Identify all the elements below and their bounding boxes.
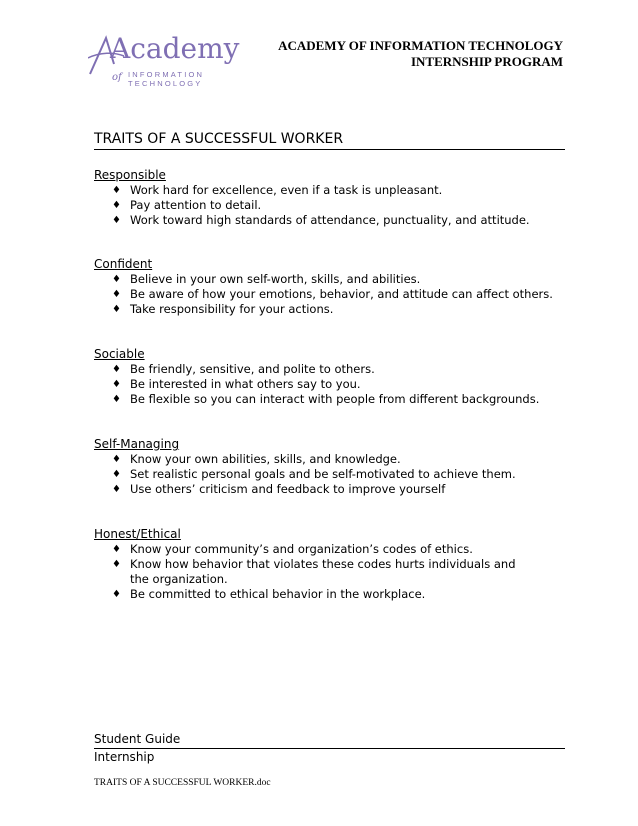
list-item: [94, 452, 564, 467]
diamond-bullet-icon: ♦: [112, 469, 121, 480]
list-item-text: Be aware of how your emotions, behavior, and attitude can affect others.: [130, 287, 553, 301]
section-heading: Sociable: [94, 347, 145, 361]
header-title: [278, 38, 563, 70]
list-item-text: Be friendly, sensitive, and polite to others.: [130, 362, 375, 376]
footer-guide: Student Guide: [94, 732, 565, 749]
logo-subtitle-line2: TECHNOLOGY: [128, 79, 203, 88]
section-heading: Honest/Ethical: [94, 527, 181, 541]
footer-program: Internship: [94, 750, 155, 764]
diamond-bullet-icon: ♦: [112, 559, 121, 570]
bullet-list: [94, 362, 564, 407]
header-line2: INTERNSHIP PROGRAM: [410, 54, 563, 69]
list-item: [94, 482, 564, 497]
list-item-text: Know how behavior that violates these codes hurts individuals and the organization.: [130, 557, 516, 586]
list-item-text: Work hard for excellence, even if a task is unpleasant.: [130, 183, 443, 197]
diamond-bullet-icon: ♦: [112, 484, 121, 495]
diamond-bullet-icon: ♦: [112, 589, 121, 600]
list-item: [94, 272, 564, 287]
list-item: [94, 467, 564, 482]
diamond-bullet-icon: ♦: [112, 544, 121, 555]
list-item-text: Work toward high standards of attendance, punctuality, and attitude.: [130, 213, 530, 227]
list-item-text: Be committed to ethical behavior in the workplace.: [130, 587, 426, 601]
section-heading: Confident: [94, 257, 153, 271]
list-item-text: Be interested in what others say to you.: [130, 377, 361, 391]
section-confident: [94, 257, 564, 317]
diamond-bullet-icon: ♦: [112, 274, 121, 285]
page-title: TRAITS OF A SUCCESSFUL WORKER: [94, 131, 565, 150]
logo-subtitle-line1: INFORMATION: [128, 70, 205, 79]
section-honest-ethical: [94, 527, 564, 602]
diamond-bullet-icon: ♦: [112, 394, 121, 405]
list-item-text: Know your own abilities, skills, and knowledge.: [130, 452, 401, 466]
diamond-bullet-icon: ♦: [112, 454, 121, 465]
section-self-managing: [94, 437, 564, 497]
header-line1: ACADEMY OF INFORMATION TECHNOLOGY: [278, 38, 563, 53]
footer-filename: TRAITS OF A SUCCESSFUL WORKER.doc: [94, 778, 271, 788]
logo-name: Academy: [110, 32, 240, 65]
diamond-bullet-icon: ♦: [112, 364, 121, 375]
logo-subtitle: [128, 70, 204, 88]
list-item-text: Set realistic personal goals and be self-motivated to achieve them.: [130, 467, 516, 481]
list-item: [94, 198, 564, 213]
section-heading: Self-Managing: [94, 437, 180, 451]
list-item-text: Pay attention to detail.: [130, 198, 262, 212]
bullet-list: [94, 272, 564, 317]
section-responsible: [94, 168, 564, 228]
list-item: [94, 557, 524, 587]
bullet-list: [94, 542, 564, 602]
list-item: [94, 587, 564, 602]
list-item: [94, 362, 564, 377]
list-item-text: Know your community’s and organization’s codes of ethics.: [130, 542, 473, 556]
academy-logo: [88, 32, 240, 94]
logo-of: of: [112, 72, 122, 83]
diamond-bullet-icon: ♦: [112, 185, 121, 196]
list-item-text: Take responsibility for your actions.: [130, 302, 334, 316]
page-footer: [94, 732, 565, 765]
diamond-bullet-icon: ♦: [112, 304, 121, 315]
diamond-bullet-icon: ♦: [112, 200, 121, 211]
bullet-list: [94, 183, 564, 228]
list-item-text: Use others’ criticism and feedback to improve yourself: [130, 482, 446, 496]
list-item: [94, 183, 564, 198]
list-item: [94, 213, 564, 228]
list-item: [94, 377, 564, 392]
list-item: [94, 287, 564, 302]
section-sociable: [94, 347, 564, 407]
diamond-bullet-icon: ♦: [112, 215, 121, 226]
list-item-text: Be flexible so you can interact with people from different backgrounds.: [130, 392, 540, 406]
list-item: [94, 392, 564, 407]
list-item: [94, 302, 564, 317]
list-item-text: Believe in your own self-worth, skills, and abilities.: [130, 272, 421, 286]
list-item: [94, 542, 564, 557]
diamond-bullet-icon: ♦: [112, 379, 121, 390]
diamond-bullet-icon: ♦: [112, 289, 121, 300]
bullet-list: [94, 452, 564, 497]
section-heading: Responsible: [94, 168, 166, 182]
